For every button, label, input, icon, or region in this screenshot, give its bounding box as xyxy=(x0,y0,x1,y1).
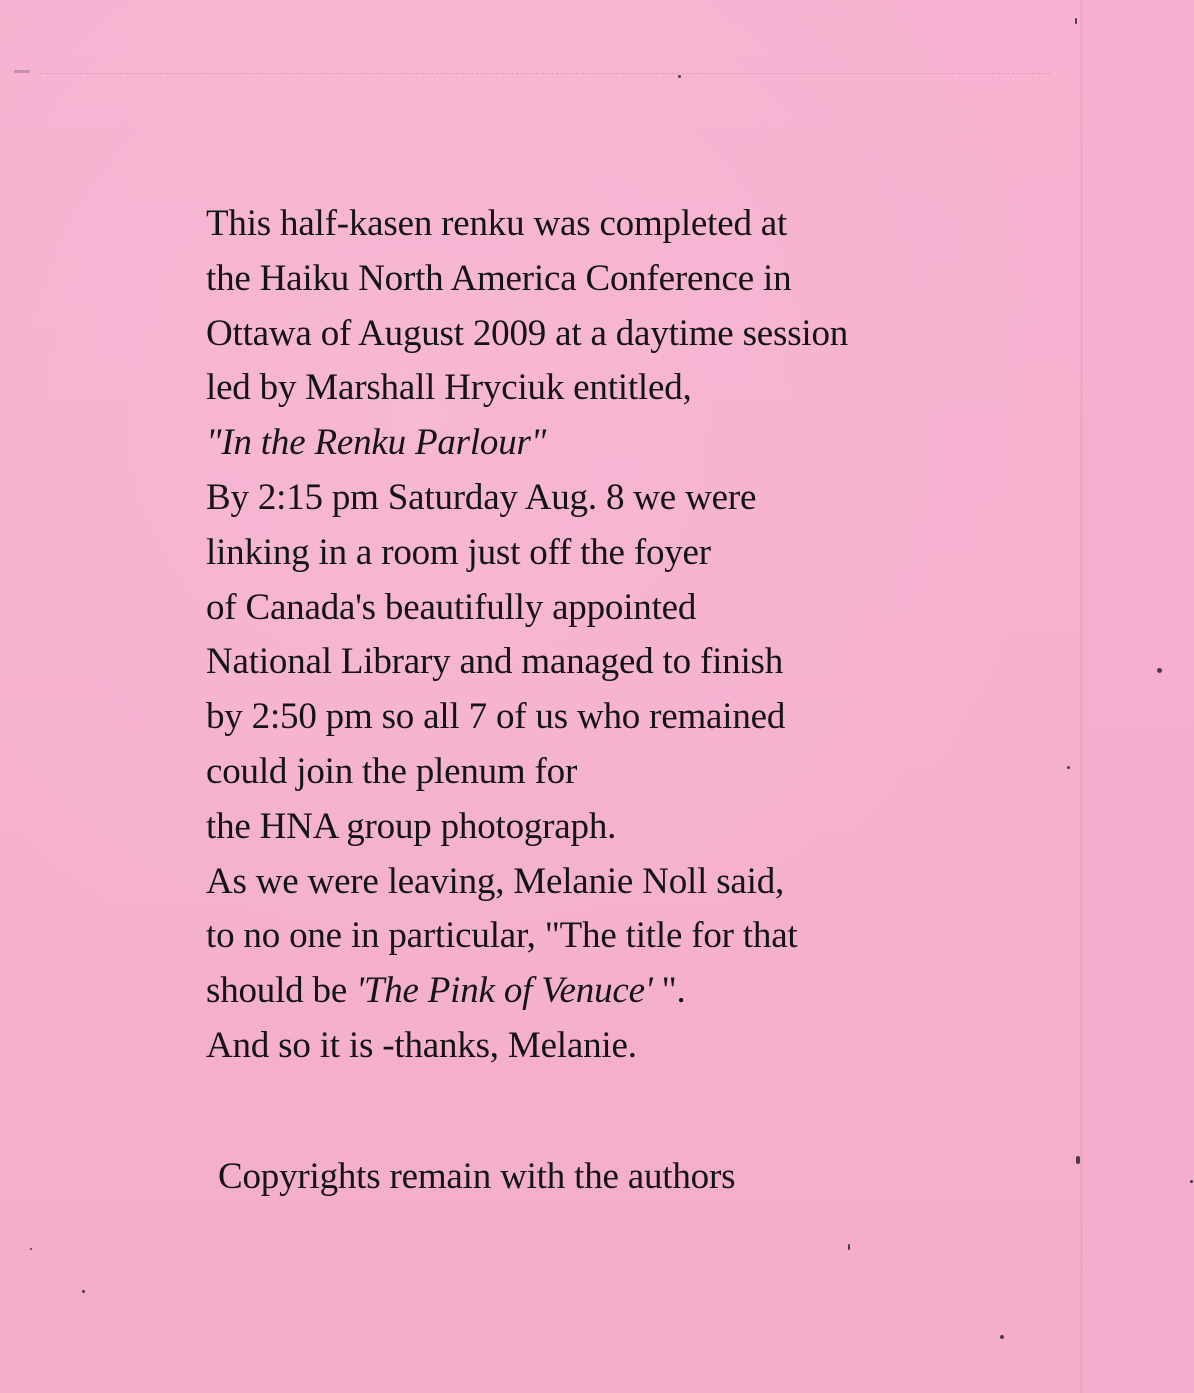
faint-top-rule xyxy=(40,73,1050,75)
text-line xyxy=(206,361,1066,416)
line-text: Ottawa of August 2009 at a daytime session xyxy=(206,312,849,354)
text-line xyxy=(206,307,1066,362)
text-line xyxy=(206,745,1066,800)
speck-mark xyxy=(1075,18,1077,24)
right-fold-panel xyxy=(1083,0,1194,1393)
speck-mark xyxy=(1190,1180,1193,1183)
line-text: the HNA group photograph. xyxy=(206,805,617,847)
speck-mark xyxy=(1067,766,1070,769)
text-line xyxy=(206,964,1066,1019)
text-line xyxy=(206,581,1066,636)
line-text: the Haiku North America Conference in xyxy=(206,257,792,299)
text-line xyxy=(206,800,1066,855)
speck-mark xyxy=(30,1248,32,1250)
text-line xyxy=(206,526,1066,581)
line-text: by 2:50 pm so all 7 of us who remained xyxy=(206,696,786,738)
line-text: And so it is -thanks, Melanie. xyxy=(206,1024,637,1066)
text-line xyxy=(206,635,1066,690)
line-text: This half-kasen renku was completed at xyxy=(206,203,788,244)
scan-mark xyxy=(14,70,30,73)
line-text: National Library and managed to finish xyxy=(206,641,784,683)
line-text: to no one in particular, "The title for that xyxy=(206,915,798,957)
italic-title-text: "In the Renku Parlour" xyxy=(206,422,547,464)
speck-mark xyxy=(1076,1156,1080,1164)
line-text: As we were leaving, Melanie Noll said, xyxy=(206,860,785,902)
text-line xyxy=(206,1019,1066,1074)
text-line xyxy=(206,197,1066,252)
speck-mark xyxy=(1000,1335,1004,1339)
line-text: linking in a room just off the foyer xyxy=(206,531,711,573)
speck-mark xyxy=(1157,668,1162,673)
copyright-notice: Copyrights remain with the authors xyxy=(218,1156,736,1197)
speck-mark xyxy=(678,75,681,78)
text-line xyxy=(206,855,1066,910)
text-line xyxy=(206,471,1066,526)
text-line xyxy=(206,690,1066,745)
text-line xyxy=(206,416,1066,471)
speck-mark xyxy=(82,1290,85,1293)
line-text: of Canada's beautifully appointed xyxy=(206,586,697,628)
line-text: led by Marshall Hryciuk entitled, xyxy=(206,367,692,409)
line-text: should be xyxy=(206,970,357,1012)
text-line xyxy=(206,909,1066,964)
speck-mark xyxy=(848,1244,850,1250)
line-text: By 2:15 pm Saturday Aug. 8 we were xyxy=(206,476,757,518)
text-line xyxy=(206,252,1066,307)
renku-notes-paragraph xyxy=(206,197,1066,1074)
italic-title-text: 'The Pink of Venuce' xyxy=(356,970,653,1012)
line-text: could join the plenum for xyxy=(206,750,578,792)
line-text: ". xyxy=(652,970,686,1012)
